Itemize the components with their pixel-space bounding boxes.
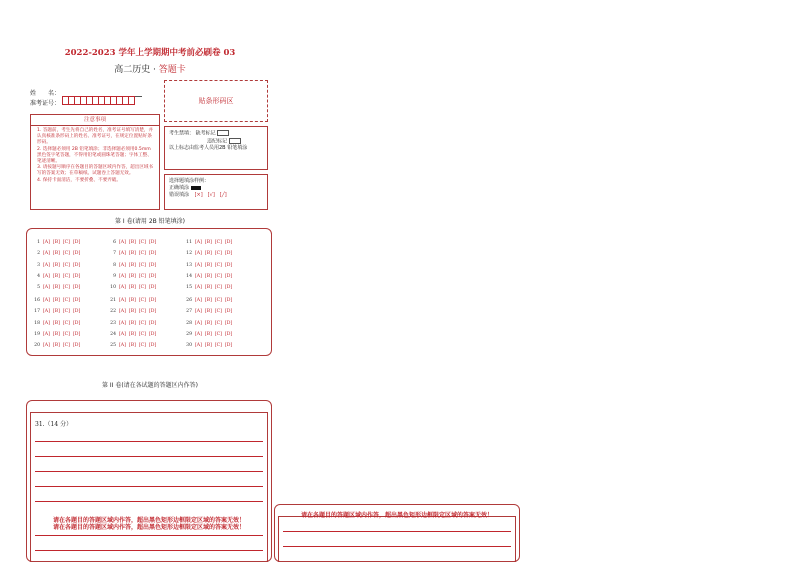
question-block — [33, 295, 83, 351]
question-row — [109, 271, 159, 282]
option-bubble[interactable]: [D] — [148, 251, 157, 257]
question-block — [109, 237, 159, 293]
question-row — [109, 295, 159, 306]
question-row — [33, 306, 83, 317]
question-row — [33, 329, 83, 340]
question-row — [33, 237, 83, 248]
question-row — [185, 282, 235, 293]
section2-title: 第 II 卷(请在各试题的答题区内作答) — [101, 382, 199, 389]
question-number: 12 — [186, 251, 192, 257]
question-row — [109, 340, 159, 351]
option-bubble[interactable]: [A] — [43, 331, 50, 337]
question-number: 20 — [34, 343, 40, 349]
option-bubble[interactable]: [C] — [138, 298, 146, 303]
question-row — [109, 282, 159, 293]
question-number: 18 — [34, 320, 40, 326]
barcode-area — [164, 80, 268, 122]
absent-label: 缺考标记 — [195, 130, 216, 137]
option-bubble[interactable]: [A] — [43, 309, 50, 315]
option-bubble[interactable]: [C] — [138, 285, 146, 291]
option-bubble[interactable]: [C] — [214, 240, 222, 245]
question-number: 6 — [113, 240, 116, 245]
notice-item: 4. 保持卡面清洁，不要折叠、不要弄破。 — [37, 177, 121, 183]
question-number: 26 — [186, 298, 192, 303]
option-bubble[interactable]: [D] — [148, 320, 157, 326]
question-row — [109, 248, 159, 259]
option-bubble[interactable]: [D] — [148, 262, 157, 268]
question-number: 24 — [110, 331, 116, 337]
exam-status-box — [164, 126, 268, 170]
option-bubble[interactable]: [D] — [72, 309, 81, 315]
option-bubble[interactable]: [C] — [214, 309, 222, 315]
question-number: 9 — [113, 273, 116, 279]
option-bubble[interactable]: [D] — [148, 298, 157, 303]
question-row — [33, 260, 83, 271]
option-bubble[interactable]: [A] — [195, 309, 202, 315]
question-row — [185, 329, 235, 340]
option-bubble[interactable]: [B] — [128, 320, 136, 326]
option-bubble[interactable]: [A] — [43, 251, 50, 257]
question-number: 21 — [110, 298, 116, 303]
option-bubble[interactable]: [B] — [128, 251, 136, 257]
exam-status-note: 以上标志由监考人员用2B 铅笔填涂 — [169, 145, 248, 151]
option-bubble[interactable]: [C] — [62, 298, 70, 303]
question-row — [185, 271, 235, 282]
notice-box — [30, 114, 160, 210]
option-bubble[interactable]: [C] — [62, 320, 70, 326]
question-block — [185, 295, 235, 351]
option-bubble[interactable]: [D] — [72, 320, 81, 326]
option-bubble[interactable]: [C] — [214, 331, 222, 337]
option-bubble[interactable]: [A] — [119, 343, 126, 349]
option-bubble[interactable]: [B] — [128, 331, 136, 337]
question-number: 11 — [186, 240, 192, 245]
choice-grid — [27, 229, 273, 357]
option-bubble[interactable]: [B] — [128, 273, 136, 279]
option-bubble[interactable]: [D] — [224, 309, 233, 315]
option-bubble[interactable]: [A] — [195, 298, 202, 303]
page-title: 2022-2023 学年上学期期中考前必刷卷 03 — [64, 48, 236, 58]
subtitle-accent: 答题卡 — [158, 65, 186, 75]
warning-text-2: 请在各题目的答题区域内作答，超出黑色矩形边框限定区域的答案无效！ — [52, 524, 245, 531]
option-bubble[interactable]: [C] — [62, 285, 70, 291]
fill-example-title: 选择题填涂样例： — [169, 178, 210, 184]
option-bubble[interactable]: [A] — [119, 298, 126, 303]
notice-item: 3. 请按题号顺序在各题目的答题区域内作答，超出区域书写的答案无效；在草稿纸、试题卷上答题无效。 — [37, 165, 154, 177]
q31-label: 31.（14 分） — [35, 421, 73, 428]
option-bubble[interactable]: [C] — [138, 343, 146, 349]
option-bubble[interactable]: [B] — [128, 298, 136, 303]
question-number: 29 — [186, 331, 192, 337]
option-bubble[interactable]: [B] — [204, 251, 212, 257]
option-bubble[interactable]: [B] — [204, 273, 212, 279]
option-bubble[interactable]: [D] — [224, 343, 233, 349]
option-bubble[interactable]: [A] — [195, 320, 202, 326]
option-bubble[interactable]: [A] — [195, 343, 202, 349]
option-bubble[interactable]: [D] — [72, 331, 81, 337]
option-bubble[interactable]: [C] — [62, 240, 70, 245]
option-bubble[interactable]: [C] — [138, 262, 146, 268]
question-number: 15 — [186, 285, 192, 291]
option-bubble[interactable]: [D] — [72, 343, 81, 349]
question-number: 25 — [110, 343, 116, 349]
option-bubble[interactable]: [A] — [43, 320, 50, 326]
violation-mark[interactable] — [229, 138, 241, 144]
fill-example-box — [164, 174, 268, 210]
option-bubble[interactable]: [C] — [214, 273, 222, 279]
question-number: 27 — [186, 309, 192, 315]
option-bubble[interactable]: [B] — [204, 240, 212, 245]
option-bubble[interactable]: [B] — [52, 298, 60, 303]
question-row — [109, 318, 159, 329]
option-bubble[interactable]: [B] — [128, 240, 136, 245]
barcode-label: 贴条形码区 — [198, 97, 234, 105]
exam-status-label: 考生禁填： — [169, 130, 195, 137]
option-bubble[interactable]: [C] — [138, 251, 146, 257]
option-bubble[interactable]: [A] — [43, 285, 50, 291]
option-bubble[interactable]: [C] — [138, 273, 146, 279]
option-bubble[interactable]: [B] — [204, 309, 212, 315]
question-row — [33, 318, 83, 329]
option-bubble[interactable]: [D] — [72, 262, 81, 268]
question-number: 4 — [37, 273, 40, 279]
question-block — [185, 237, 235, 293]
option-bubble[interactable]: [D] — [148, 343, 157, 349]
option-bubble[interactable]: [B] — [52, 240, 60, 245]
option-bubble[interactable]: [A] — [43, 298, 50, 303]
option-bubble[interactable]: [C] — [62, 309, 70, 315]
question-row — [33, 271, 83, 282]
question-row — [185, 237, 235, 248]
option-bubble[interactable]: [C] — [62, 251, 70, 257]
option-bubble[interactable]: [A] — [195, 331, 202, 337]
violation-label: 违纪标记 — [207, 138, 228, 144]
question-number: 14 — [186, 273, 192, 279]
option-bubble[interactable]: [B] — [128, 309, 136, 315]
question-row — [33, 340, 83, 351]
option-bubble[interactable]: [A] — [43, 343, 50, 349]
question-number: 1 — [37, 240, 40, 245]
question-row — [33, 248, 83, 259]
option-bubble[interactable]: [D] — [224, 273, 233, 279]
option-bubble[interactable]: [D] — [148, 285, 157, 291]
option-bubble[interactable]: [D] — [148, 309, 157, 315]
answer-area-right[interactable] — [278, 516, 516, 562]
question-number: 16 — [34, 298, 40, 303]
option-bubble[interactable]: [B] — [204, 343, 212, 349]
notice-item: 2. 选择题必须用 2B 铅笔填涂；非选择题必须用0.5mm黑色签字笔答题，不得用铅笔或圆珠笔答题；字体工整、笔迹清晰。 — [37, 146, 152, 165]
question-block — [33, 237, 83, 293]
option-bubble[interactable]: [C] — [214, 343, 222, 349]
option-bubble[interactable]: [A] — [195, 240, 202, 245]
option-bubble[interactable]: [B] — [204, 262, 212, 268]
exam-id-label: 准考证号： — [30, 100, 61, 107]
answer-area-q31[interactable] — [30, 412, 268, 562]
option-bubble[interactable]: [A] — [43, 273, 50, 279]
notice-list — [31, 126, 159, 184]
section1-title: 第 I 卷(请用 2B 铅笔填涂) — [114, 218, 185, 225]
question-number: 13 — [186, 262, 192, 268]
option-bubble[interactable]: [D] — [72, 298, 81, 303]
question-row — [185, 260, 235, 271]
option-bubble[interactable]: [D] — [224, 331, 233, 337]
question-row — [185, 295, 235, 306]
question-block — [109, 295, 159, 351]
question-row — [33, 282, 83, 293]
option-bubble[interactable]: [D] — [72, 251, 81, 257]
option-bubble[interactable]: [D] — [224, 240, 233, 245]
option-bubble[interactable]: [C] — [214, 262, 222, 268]
option-bubble[interactable]: [A] — [195, 285, 202, 291]
option-bubble[interactable]: [A] — [43, 262, 50, 268]
option-bubble[interactable]: [A] — [119, 320, 126, 326]
option-bubble[interactable]: [A] — [119, 331, 126, 337]
question-row — [185, 306, 235, 317]
question-number: 5 — [37, 285, 40, 291]
question-number: 2 — [37, 251, 40, 257]
option-bubble[interactable]: [B] — [52, 320, 60, 326]
notice-item: 1. 答题前，考生先将自己的姓名，准考证号填写清楚，并认真核准条形码上的姓名、准考证号，在规定位置贴好条形码。 — [37, 128, 154, 146]
option-bubble[interactable]: [C] — [62, 262, 70, 268]
option-bubble[interactable]: [A] — [43, 240, 50, 245]
option-bubble[interactable]: [C] — [214, 298, 222, 303]
question-number: 19 — [34, 331, 40, 337]
absent-mark[interactable] — [217, 130, 229, 136]
option-bubble[interactable]: [C] — [138, 331, 146, 337]
wrong-fill-marks: [×] [√] [╱] — [194, 192, 227, 198]
question-number: 10 — [110, 285, 116, 291]
option-bubble[interactable]: [A] — [119, 251, 126, 257]
option-bubble[interactable]: [B] — [204, 320, 212, 326]
question-row — [185, 340, 235, 351]
question-number: 30 — [186, 343, 192, 349]
option-bubble[interactable]: [A] — [195, 262, 202, 268]
option-bubble[interactable]: [B] — [52, 285, 60, 291]
option-bubble[interactable]: [B] — [204, 298, 212, 303]
warning-text-1: 请在各题目的答题区域内作答，超出黑色矩形边框限定区域的答案无效！ — [52, 517, 245, 524]
question-number: 17 — [34, 309, 40, 315]
notice-heading: 注意事项 — [31, 115, 159, 126]
option-bubble[interactable]: [A] — [119, 285, 126, 291]
page-subtitle — [0, 62, 300, 75]
option-bubble[interactable]: [B] — [52, 309, 60, 315]
question-number: 23 — [110, 320, 116, 326]
option-bubble[interactable]: [C] — [62, 273, 70, 279]
question-row — [109, 329, 159, 340]
question-number: 28 — [186, 320, 192, 326]
option-bubble[interactable]: [B] — [204, 331, 212, 337]
option-bubble[interactable]: [D] — [224, 298, 233, 303]
option-bubble[interactable]: [D] — [148, 240, 157, 245]
option-bubble[interactable]: [A] — [119, 262, 126, 268]
option-bubble[interactable]: [B] — [204, 285, 212, 291]
correct-fill-mark — [191, 186, 201, 190]
option-bubble[interactable]: [D] — [72, 285, 81, 291]
question-row — [33, 295, 83, 306]
name-label: 姓 名： — [30, 90, 61, 97]
correct-fill-label: 正确填涂 — [169, 185, 190, 191]
question-number: 7 — [113, 251, 116, 257]
question-number: 3 — [37, 262, 40, 268]
question-row — [109, 260, 159, 271]
option-bubble[interactable]: [C] — [214, 285, 222, 291]
option-bubble[interactable]: [C] — [138, 240, 146, 245]
option-bubble[interactable]: [C] — [214, 320, 222, 326]
option-bubble[interactable]: [B] — [52, 273, 60, 279]
option-bubble[interactable]: [A] — [119, 309, 126, 315]
option-bubble[interactable]: [A] — [119, 240, 126, 245]
option-bubble[interactable]: [B] — [128, 262, 136, 268]
option-bubble[interactable]: [D] — [72, 240, 81, 245]
option-bubble[interactable]: [D] — [224, 262, 233, 268]
question-row — [185, 248, 235, 259]
option-bubble[interactable]: [A] — [119, 273, 126, 279]
question-row — [109, 237, 159, 248]
option-bubble[interactable]: [C] — [62, 331, 70, 337]
option-bubble[interactable]: [C] — [138, 320, 146, 326]
question-number: 8 — [113, 262, 116, 268]
option-bubble[interactable]: [A] — [195, 251, 202, 257]
option-bubble[interactable]: [C] — [62, 343, 70, 349]
option-bubble[interactable]: [B] — [52, 251, 60, 257]
option-bubble[interactable]: [B] — [52, 262, 60, 268]
option-bubble[interactable]: [B] — [128, 343, 136, 349]
option-bubble[interactable]: [D] — [224, 320, 233, 326]
option-bubble[interactable]: [C] — [214, 251, 222, 257]
option-bubble[interactable]: [A] — [195, 273, 202, 279]
option-bubble[interactable]: [B] — [128, 285, 136, 291]
option-bubble[interactable]: [D] — [224, 251, 233, 257]
choice-area — [26, 228, 272, 356]
subtitle-main: 高二历史 · — [114, 65, 159, 75]
question-row — [185, 318, 235, 329]
question-number: 22 — [110, 309, 116, 315]
option-bubble[interactable]: [D] — [224, 285, 233, 291]
option-bubble[interactable]: [B] — [52, 343, 60, 349]
wrong-fill-label: 错误填涂 — [169, 192, 190, 198]
exam-id-grid[interactable] — [62, 96, 134, 105]
option-bubble[interactable]: [D] — [148, 331, 157, 337]
option-bubble[interactable]: [B] — [52, 331, 60, 337]
option-bubble[interactable]: [D] — [72, 273, 81, 279]
option-bubble[interactable]: [C] — [138, 309, 146, 315]
option-bubble[interactable]: [D] — [148, 273, 157, 279]
question-row — [109, 306, 159, 317]
warning-text-right: 请在各题目的答题区域内作答，超出黑色矩形边框限定区域的答案无效！ — [300, 512, 493, 519]
